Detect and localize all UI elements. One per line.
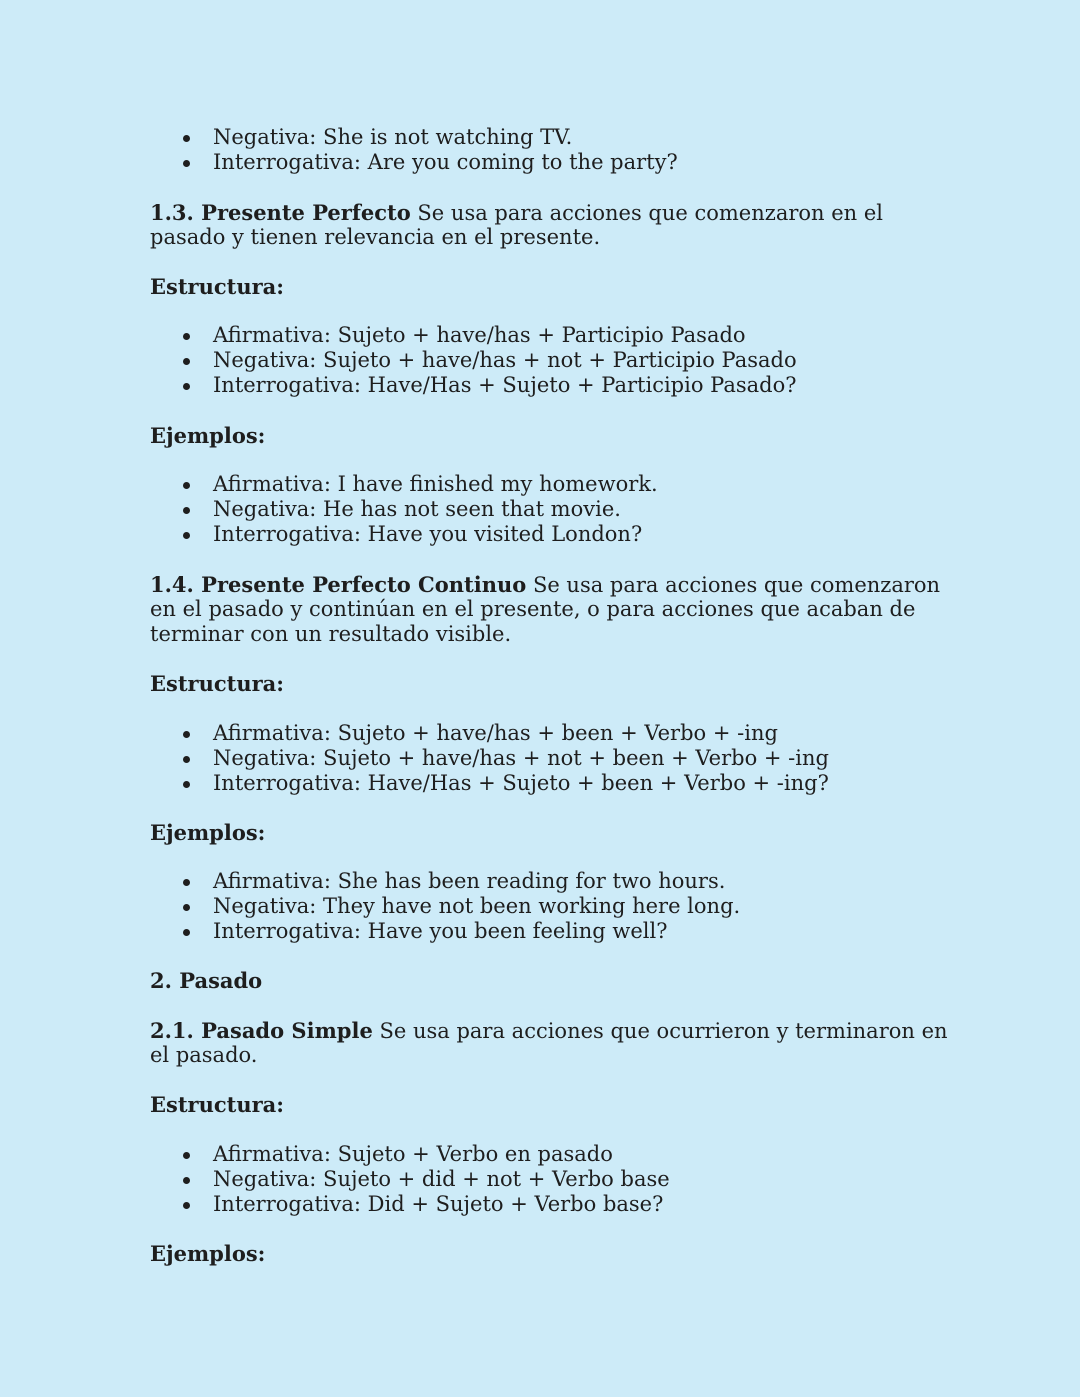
bullet-icon <box>183 1177 190 1184</box>
section-1-4-desc: Se usa para acciones que comenzaron <box>526 573 941 597</box>
intro-examples-list <box>150 125 950 175</box>
list-item <box>150 373 950 398</box>
section-1-3-desc-line2: pasado y tienen relevancia en el presente. <box>150 225 601 249</box>
bullet-icon <box>183 383 190 390</box>
section-1-3-paragraph <box>150 200 950 226</box>
list-item <box>150 150 950 175</box>
list-item-text: Interrogativa: Are you coming to the party? <box>213 150 678 174</box>
list-item <box>150 919 950 944</box>
list-item-text: Negativa: Sujeto + have/has + not + Participio Pasado <box>213 348 797 372</box>
bullet-icon <box>183 333 190 340</box>
list-item-text: Afirmativa: She has been reading for two hours. <box>213 869 726 893</box>
section-1-4-structure-label: Estructura: <box>150 671 285 696</box>
section-1-3-desc: Se usa para acciones que comenzaron en el <box>410 201 883 225</box>
list-item-text: Interrogativa: Have/Has + Sujeto + Participio Pasado? <box>213 373 797 397</box>
bullet-icon <box>183 507 190 514</box>
list-item <box>150 894 950 919</box>
bullet-icon <box>183 532 190 539</box>
list-item-text: Negativa: They have not been working here long. <box>213 894 741 918</box>
list-item-text: Interrogativa: Have you visited London? <box>213 522 643 546</box>
bullet-icon <box>183 781 190 788</box>
section-1-3-title: 1.3. Presente Perfecto <box>150 200 411 225</box>
list-item-text: Interrogativa: Have/Has + Sujeto + been + Verbo + -ing? <box>213 771 829 795</box>
list-item-text: Afirmativa: I have finished my homework. <box>213 472 658 496</box>
list-item-text: Interrogativa: Have you been feeling well? <box>213 919 668 943</box>
section-2-1-paragraph <box>150 1018 950 1044</box>
list-item-text: Interrogativa: Did + Sujeto + Verbo base? <box>213 1192 664 1216</box>
section-2-1-title: 2.1. Pasado Simple <box>150 1018 373 1043</box>
bullet-icon <box>183 1152 190 1159</box>
list-item <box>150 497 950 522</box>
section-1-4-desc-line3: terminar con un resultado visible. <box>150 622 512 646</box>
section-1-3-examples-list <box>150 472 950 547</box>
section-1-4-examples-list <box>150 869 950 944</box>
section-2-1-desc: Se usa para acciones que ocurrieron y terminaron en <box>372 1019 948 1043</box>
section-1-3-structure-label: Estructura: <box>150 274 285 299</box>
bullet-icon <box>183 731 190 738</box>
list-item <box>150 522 950 547</box>
section-2-1-examples-label: Ejemplos: <box>150 1241 266 1266</box>
list-item-text: Afirmativa: Sujeto + have/has + Participio Pasado <box>213 323 746 347</box>
list-item-text: Negativa: Sujeto + did + not + Verbo base <box>213 1167 670 1191</box>
list-item <box>150 1142 950 1167</box>
section-1-4-examples-label: Ejemplos: <box>150 820 266 845</box>
bullet-icon <box>183 135 190 142</box>
list-item-text: Afirmativa: Sujeto + Verbo en pasado <box>213 1142 613 1166</box>
list-item-text: Afirmativa: Sujeto + have/has + been + Verbo + -ing <box>213 721 778 745</box>
list-item <box>150 869 950 894</box>
section-1-3-examples-label: Ejemplos: <box>150 423 266 448</box>
list-item-text: Negativa: He has not seen that movie. <box>213 497 621 521</box>
list-item-text: Negativa: Sujeto + have/has + not + been + Verbo + -ing <box>213 746 829 770</box>
section-2-1-structure-label: Estructura: <box>150 1092 285 1117</box>
bullet-icon <box>183 756 190 763</box>
list-item <box>150 1192 950 1217</box>
list-item <box>150 746 950 771</box>
list-item <box>150 771 950 796</box>
section-1-4-desc-line2: en el pasado y continúan en el presente, o para acciones que acaban de <box>150 597 916 621</box>
section-2-1-structure-list <box>150 1142 950 1217</box>
bullet-icon <box>183 160 190 167</box>
section-1-3-structure-list <box>150 323 950 398</box>
bullet-icon <box>183 879 190 886</box>
list-item <box>150 348 950 373</box>
bullet-icon <box>183 929 190 936</box>
list-item <box>150 323 950 348</box>
section-1-4-title: 1.4. Presente Perfecto Continuo <box>150 572 527 597</box>
list-item <box>150 472 950 497</box>
list-item <box>150 125 950 150</box>
section-1-4-paragraph <box>150 572 950 598</box>
list-item <box>150 1167 950 1192</box>
bullet-icon <box>183 904 190 911</box>
list-item-text: Negativa: She is not watching TV. <box>213 125 573 149</box>
list-item <box>150 721 950 746</box>
section-2-title: 2. Pasado <box>150 968 263 993</box>
bullet-icon <box>183 482 190 489</box>
bullet-icon <box>183 358 190 365</box>
section-1-4-structure-list <box>150 721 950 796</box>
section-2-1-desc-line2: el pasado. <box>150 1043 258 1067</box>
bullet-icon <box>183 1202 190 1209</box>
